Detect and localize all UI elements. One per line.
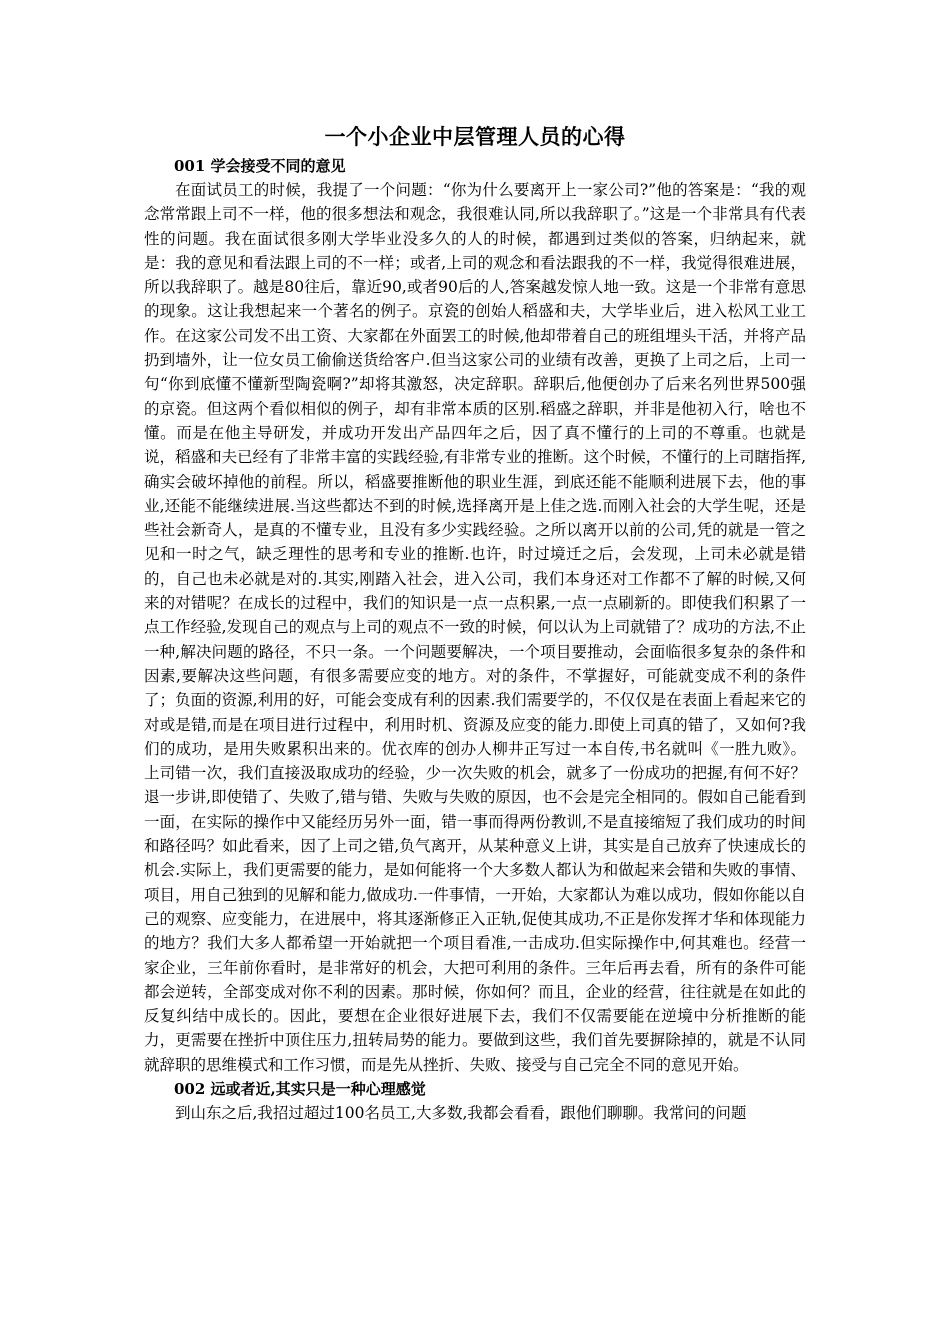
section-paragraph-002: 到山东之后,我招过超过100名员工,大多数,我都会看看，跟他们聊聊。我常问的问题 [175, 1103, 747, 1122]
document-body [144, 154, 806, 1125]
section-paragraph-001: 在面试员工的时候，我提了一个问题：“你为什么要离开上一家公司?”他的答案是：“我的观念常常跟上司不一样，他的很多想法和观念，我很难认同,所以我辞职了。”这是一个非常具有代表性的问题。我在面试很多刚大学毕业没多久的人的时候，都遇到过类似的答案，归纳起来，就是：我的意见和看法跟上司的不一样；或者,上司的观念和看法跟我的不一样，我觉得很难进展，所以我辞职了。越是80往后，靠近90,或者90后的人,答案越发惊人地一致。这是一个非常有意思的现象。这让我想起来一个著名的例子。京瓷的创始人稻盛和夫，大学毕业后，进入松风工业工作。在这家公司发不出工资、大家都在外面罢工的时候,他却带着自己的班组埋头干活，并将产品扔到墙外，让一位女员工偷偷送货给客户.但当这家公司的业绩有改善，更换了上司之后，上司一句“你到底懂不懂新型陶瓷啊?”却将其激怒，决定辞职。辞职后,他便创办了后来名列世界500强的京瓷。但这两个看似相似的例子，却有非常本质的区别.稻盛之辞职，并非是他初入行，啥也不懂。而是在他主导研发，并成功开发出产品四年之后，因了真不懂行的上司的不尊重。也就是说，稻盛和夫已经有了非常丰富的实践经验,有非常专业的推断。这个时候，不懂行的上司瞎指挥,确实会破坏掉他的前程。所以，稻盛要推断他的职业生涯，到底还能不能顺利进展下去，他的事业,还能不能继续进展.当这些都达不到的时候,选择离开是上佳之选.而刚入社会的大学生呢，还是些社会新奇人，是真的不懂专业，且没有多少实践经验。之所以离开以前的公司,凭的就是一管之见和一时之气，缺乏理性的思考和专业的推断.也许，时过境迁之后，会发现，上司未必就是错的，自己也未必就是对的.其实,刚踏入社会，进入公司，我们本身还对工作都不了解的时候,又何来的对错呢？在成长的过程中，我们的知识是一点一点积累,一点一点刷新的。即使我们积累了一点工作经验,发现自己的观点与上司的观点不一致的时候，何以认为上司就错了？成功的方法,不止一种,解决问题的路径，不只一条。一个问题要解决，一个项目要推动，会面临很多复杂的条件和因素,要解决这些问题，有很多需要应变的地方。对的条件，不掌握好，可能就变成不利的条件了；负面的资源,利用的好，可能会变成有利的因素.我们需要学的，不仅仅是在表面上看起来它的对或是错,而是在项目进行过程中，利用时机、资源及应变的能力.即使上司真的错了，又如何?我们的成功，是用失败累积出来的。优衣库的创办人柳井正写过一本自传,书名就叫《一胜九败》。上司错一次，我们直接汲取成功的经验，少一次失败的机会，就多了一份成功的把握,有何不好？退一步讲,即使错了、失败了,错与错、失败与失败的原因，也不会是完全相同的。假如自己能看到一面，在实际的操作中又能经历另外一面，错一事而得两份教训,不是直接缩短了我们成功的时间和路径吗？如此看来，因了上司之错,负气离开，从某种意义上讲，其实是自己放弃了快速成长的机会.实际上，我们更需要的能力，是如何能将一个大多数人都认为和做起来会错和失败的事情、项目，用自己独到的见解和能力,做成功.一件事情，一开始，大家都认为难以成功，假如你能以自己的观察、应变能力，在进展中，将其逐渐修正入正轨,促使其成功,不正是你发挥才华和体现能力的地方？我们大多人都希望一开始就把一个项目看准,一击成功.但实际操作中,何其难也。经营一家企业，三年前你看时，是非常好的机会，大把可利用的条件。三年后再去看，所有的条件可能都会逆转，全部变成对你不利的因素。那时候，你如何？而且，企业的经营，往往就是在如此的反复纠结中成长的。因此，要想在企业很好进展下去，我们不仅需要能在逆境中分析推断的能力，更需要在挫折中顶住压力,扭转局势的能力。要做到这些，我们首先要摒除掉的，就是不认同就辞职的思维模式和工作习惯，而是先从挫折、失败、接受与自己完全不同的意见开始。 [144, 181, 806, 1074]
section-heading-001: 001 学会接受不同的意见 [174, 157, 346, 175]
document-title: 一个小企业中层管理人员的心得 [324, 124, 626, 149]
section-heading-002: 002 远或者近,其实只是一种心理感觉 [174, 1079, 426, 1098]
